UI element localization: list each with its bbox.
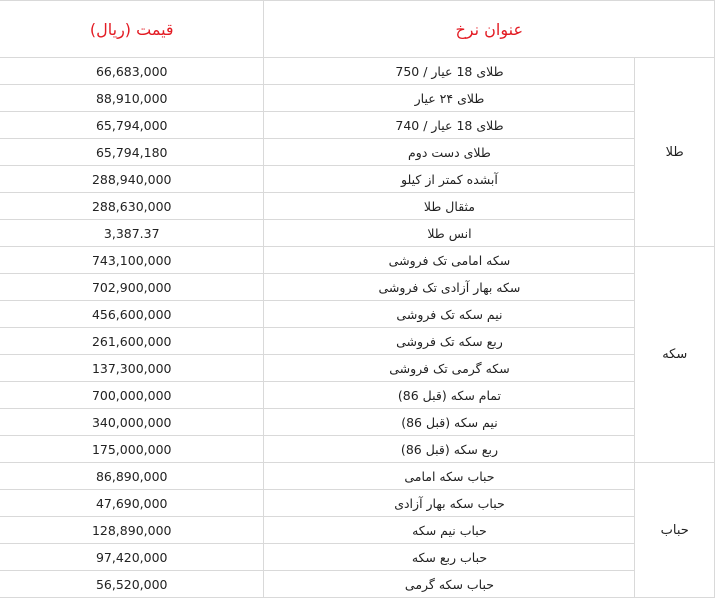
price-cell: 743,100,000 bbox=[0, 247, 264, 274]
table-row bbox=[0, 220, 715, 247]
table-row bbox=[0, 382, 715, 409]
rate-title-cell: نیم سکه تک فروشی bbox=[264, 301, 635, 328]
table-row bbox=[0, 193, 715, 220]
rate-title-cell: تمام سکه (قبل 86) bbox=[264, 382, 635, 409]
category-cell: سکه bbox=[635, 247, 715, 463]
price-cell: 702,900,000 bbox=[0, 274, 264, 301]
price-cell: 261,600,000 bbox=[0, 328, 264, 355]
table-row bbox=[0, 517, 715, 544]
header-title: عنوان نرخ bbox=[264, 1, 715, 58]
table-row bbox=[0, 301, 715, 328]
table-row bbox=[0, 274, 715, 301]
table-row bbox=[0, 85, 715, 112]
table-row bbox=[0, 436, 715, 463]
price-cell: 66,683,000 bbox=[0, 58, 264, 85]
price-cell: 65,794,180 bbox=[0, 139, 264, 166]
price-cell: 288,940,000 bbox=[0, 166, 264, 193]
table-row bbox=[0, 463, 715, 490]
table-row bbox=[0, 58, 715, 85]
rate-title-cell: ربع سکه تک فروشی bbox=[264, 328, 635, 355]
price-cell: 128,890,000 bbox=[0, 517, 264, 544]
rate-title-cell: ربع سکه (قبل 86) bbox=[264, 436, 635, 463]
header-price: قیمت (ریال) bbox=[0, 1, 264, 58]
table-row bbox=[0, 409, 715, 436]
rate-title-cell: طلای دست دوم bbox=[264, 139, 635, 166]
table-row bbox=[0, 139, 715, 166]
table-row bbox=[0, 328, 715, 355]
table-row bbox=[0, 544, 715, 571]
rate-title-cell: طلای 18 عیار / 740 bbox=[264, 112, 635, 139]
price-cell: 65,794,000 bbox=[0, 112, 264, 139]
price-cell: 3,387.37 bbox=[0, 220, 264, 247]
table-row bbox=[0, 355, 715, 382]
price-cell: 700,000,000 bbox=[0, 382, 264, 409]
category-cell: حباب bbox=[635, 463, 715, 598]
rate-title-cell: حباب سکه گرمی bbox=[264, 571, 635, 598]
rate-title-cell: سکه بهار آزادی تک فروشی bbox=[264, 274, 635, 301]
price-cell: 97,420,000 bbox=[0, 544, 264, 571]
table-row bbox=[0, 247, 715, 274]
table-row bbox=[0, 490, 715, 517]
price-cell: 56,520,000 bbox=[0, 571, 264, 598]
rate-title-cell: حباب سکه امامی bbox=[264, 463, 635, 490]
rate-title-cell: حباب ربع سکه bbox=[264, 544, 635, 571]
rate-title-cell: مثقال طلا bbox=[264, 193, 635, 220]
price-cell: 86,890,000 bbox=[0, 463, 264, 490]
price-cell: 340,000,000 bbox=[0, 409, 264, 436]
rate-title-cell: حباب نیم سکه bbox=[264, 517, 635, 544]
rate-title-cell: سکه گرمی تک فروشی bbox=[264, 355, 635, 382]
table-row bbox=[0, 166, 715, 193]
price-cell: 456,600,000 bbox=[0, 301, 264, 328]
rate-title-cell: انس طلا bbox=[264, 220, 635, 247]
price-cell: 47,690,000 bbox=[0, 490, 264, 517]
rate-title-cell: حباب سکه بهار آزادی bbox=[264, 490, 635, 517]
rate-title-cell: طلای 18 عیار / 750 bbox=[264, 58, 635, 85]
category-cell: طلا bbox=[635, 58, 715, 247]
price-cell: 288,630,000 bbox=[0, 193, 264, 220]
table-header-row bbox=[0, 1, 715, 58]
table-body bbox=[0, 58, 715, 598]
price-cell: 137,300,000 bbox=[0, 355, 264, 382]
table-row bbox=[0, 571, 715, 598]
table-row bbox=[0, 112, 715, 139]
rate-title-cell: آبشده کمتر از کیلو bbox=[264, 166, 635, 193]
rate-title-cell: سکه امامی تک فروشی bbox=[264, 247, 635, 274]
rate-title-cell: نیم سکه (قبل 86) bbox=[264, 409, 635, 436]
price-cell: 175,000,000 bbox=[0, 436, 264, 463]
rate-title-cell: طلای ۲۴ عیار bbox=[264, 85, 635, 112]
price-cell: 88,910,000 bbox=[0, 85, 264, 112]
